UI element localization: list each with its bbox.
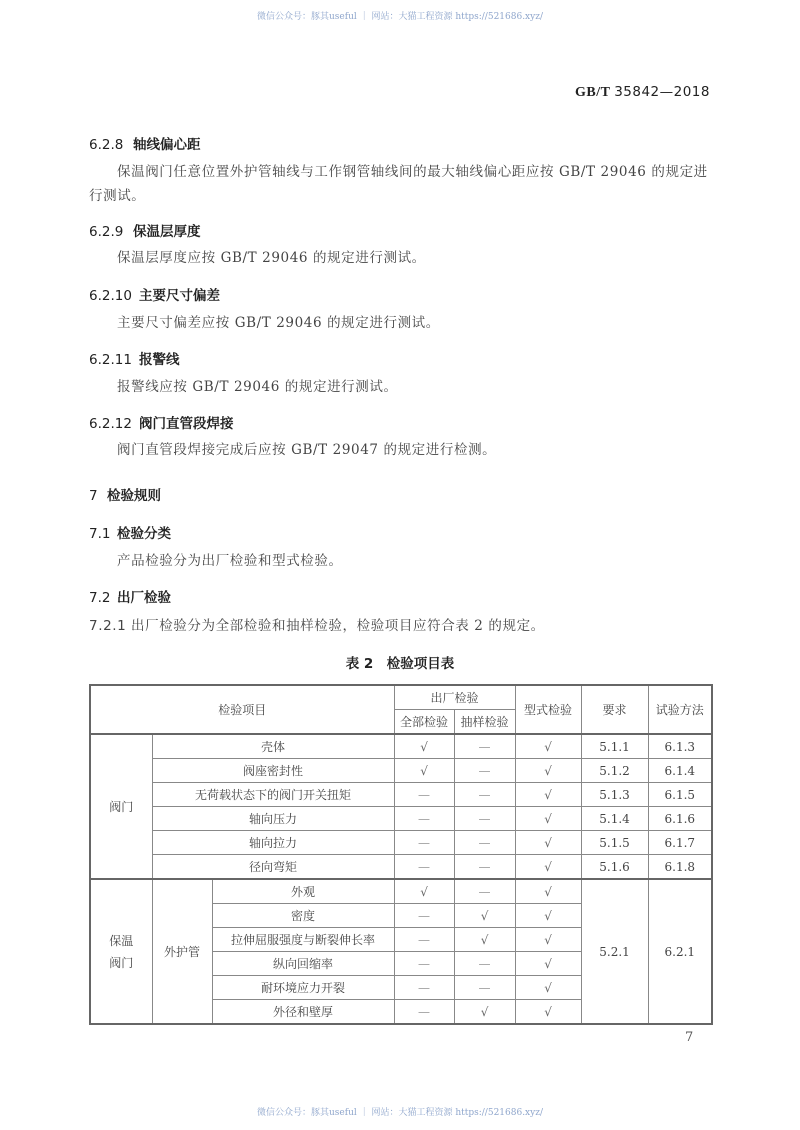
group-insulated-valve: 保温阀门 (90, 879, 152, 1024)
header-test-method: 试验方法 (648, 685, 712, 734)
section-body: 保温阀门任意位置外护管轴线与工作钢管轴线间的最大轴线偏心距应按 GB/T 29046 的规定进行测试。 (89, 164, 708, 204)
header-full-inspection: 全部检验 (394, 710, 454, 735)
group-valve: 阀门 (90, 734, 152, 879)
header-item: 检验项目 (90, 685, 394, 734)
requirement-merged: 5.2.1 (581, 879, 648, 1024)
table-row: 耐环境应力开裂 — — √ (90, 976, 712, 1000)
inspection-items-table (89, 684, 713, 1025)
chapter-heading: 7 检验规则 (89, 488, 161, 504)
standard-code: 35842—2018 (614, 84, 710, 100)
subgroup-outer-casing: 外护管 (152, 879, 212, 1024)
table-row: 纵向回缩率 — — √ (90, 952, 712, 976)
table-row: 密度 — √ √ (90, 904, 712, 928)
table-row: 阀门 壳体 √ — √ 5.1.1 6.1.3 (90, 734, 712, 759)
table-row: 轴向压力 — — √ 5.1.4 6.1.6 (90, 807, 712, 831)
watermark-bottom: 微信公众号：豚其useful ｜ 网站：大猫工程资源 https://521686.xyz/ (257, 1108, 543, 1118)
clause-7-2-1: 7.2.1 出厂检验分为全部检验和抽样检验，检验项目应符合表 2 的规定。 (89, 618, 545, 634)
section-heading: 7.2 出厂检验 (89, 590, 171, 606)
standard-number (575, 84, 710, 101)
table-row: 阀座密封性 √ — √ 5.1.2 6.1.4 (90, 759, 712, 783)
section-body: 报警线应按 GB/T 29046 的规定进行测试。 (117, 379, 398, 395)
table-row: 轴向拉力 — — √ 5.1.5 6.1.7 (90, 831, 712, 855)
section-heading: 6.2.8 轴线偏心距 (89, 137, 201, 153)
section-body: 阀门直管段焊接完成后应按 GB/T 29047 的规定进行检测。 (117, 442, 497, 458)
method-merged: 6.2.1 (648, 879, 712, 1024)
table-row: 外径和壁厚 — √ √ (90, 1000, 712, 1025)
section-heading: 7.1 检验分类 (89, 526, 171, 542)
section-body: 主要尺寸偏差应按 GB/T 29046 的规定进行测试。 (117, 315, 440, 331)
table-row: 无荷载状态下的阀门开关扭矩 — — √ 5.1.3 6.1.5 (90, 783, 712, 807)
page-number: 7 (685, 1030, 694, 1045)
table-row: 拉伸屈服强度与断裂伸长率 — √ √ (90, 928, 712, 952)
section-heading: 6.2.11 报警线 (89, 352, 180, 368)
watermark-top: 微信公众号：豚其useful ｜ 网站：大猫工程资源 https://521686.xyz/ (257, 12, 543, 22)
table-caption: 表 2 检验项目表 (345, 656, 455, 672)
header-sample-inspection: 抽样检验 (454, 710, 515, 735)
section-body: 保温层厚度应按 GB/T 29046 的规定进行测试。 (117, 250, 426, 266)
section-heading: 6.2.10 主要尺寸偏差 (89, 288, 220, 304)
section-heading: 6.2.9 保温层厚度 (89, 224, 201, 240)
header-type-inspection: 型式检验 (515, 685, 581, 734)
table-row: 径向弯矩 — — √ 5.1.6 6.1.8 (90, 855, 712, 880)
header-factory-inspection: 出厂检验 (394, 685, 515, 710)
standard-prefix: GB/T (574, 85, 611, 100)
section-heading: 6.2.12 阀门直管段焊接 (89, 416, 234, 432)
section-body: 产品检验分为出厂检验和型式检验。 (117, 553, 343, 569)
header-requirement: 要求 (581, 685, 648, 734)
table-row: 保温阀门 外护管 外观 √ — √ 5.2.1 6.2.1 (90, 879, 712, 904)
